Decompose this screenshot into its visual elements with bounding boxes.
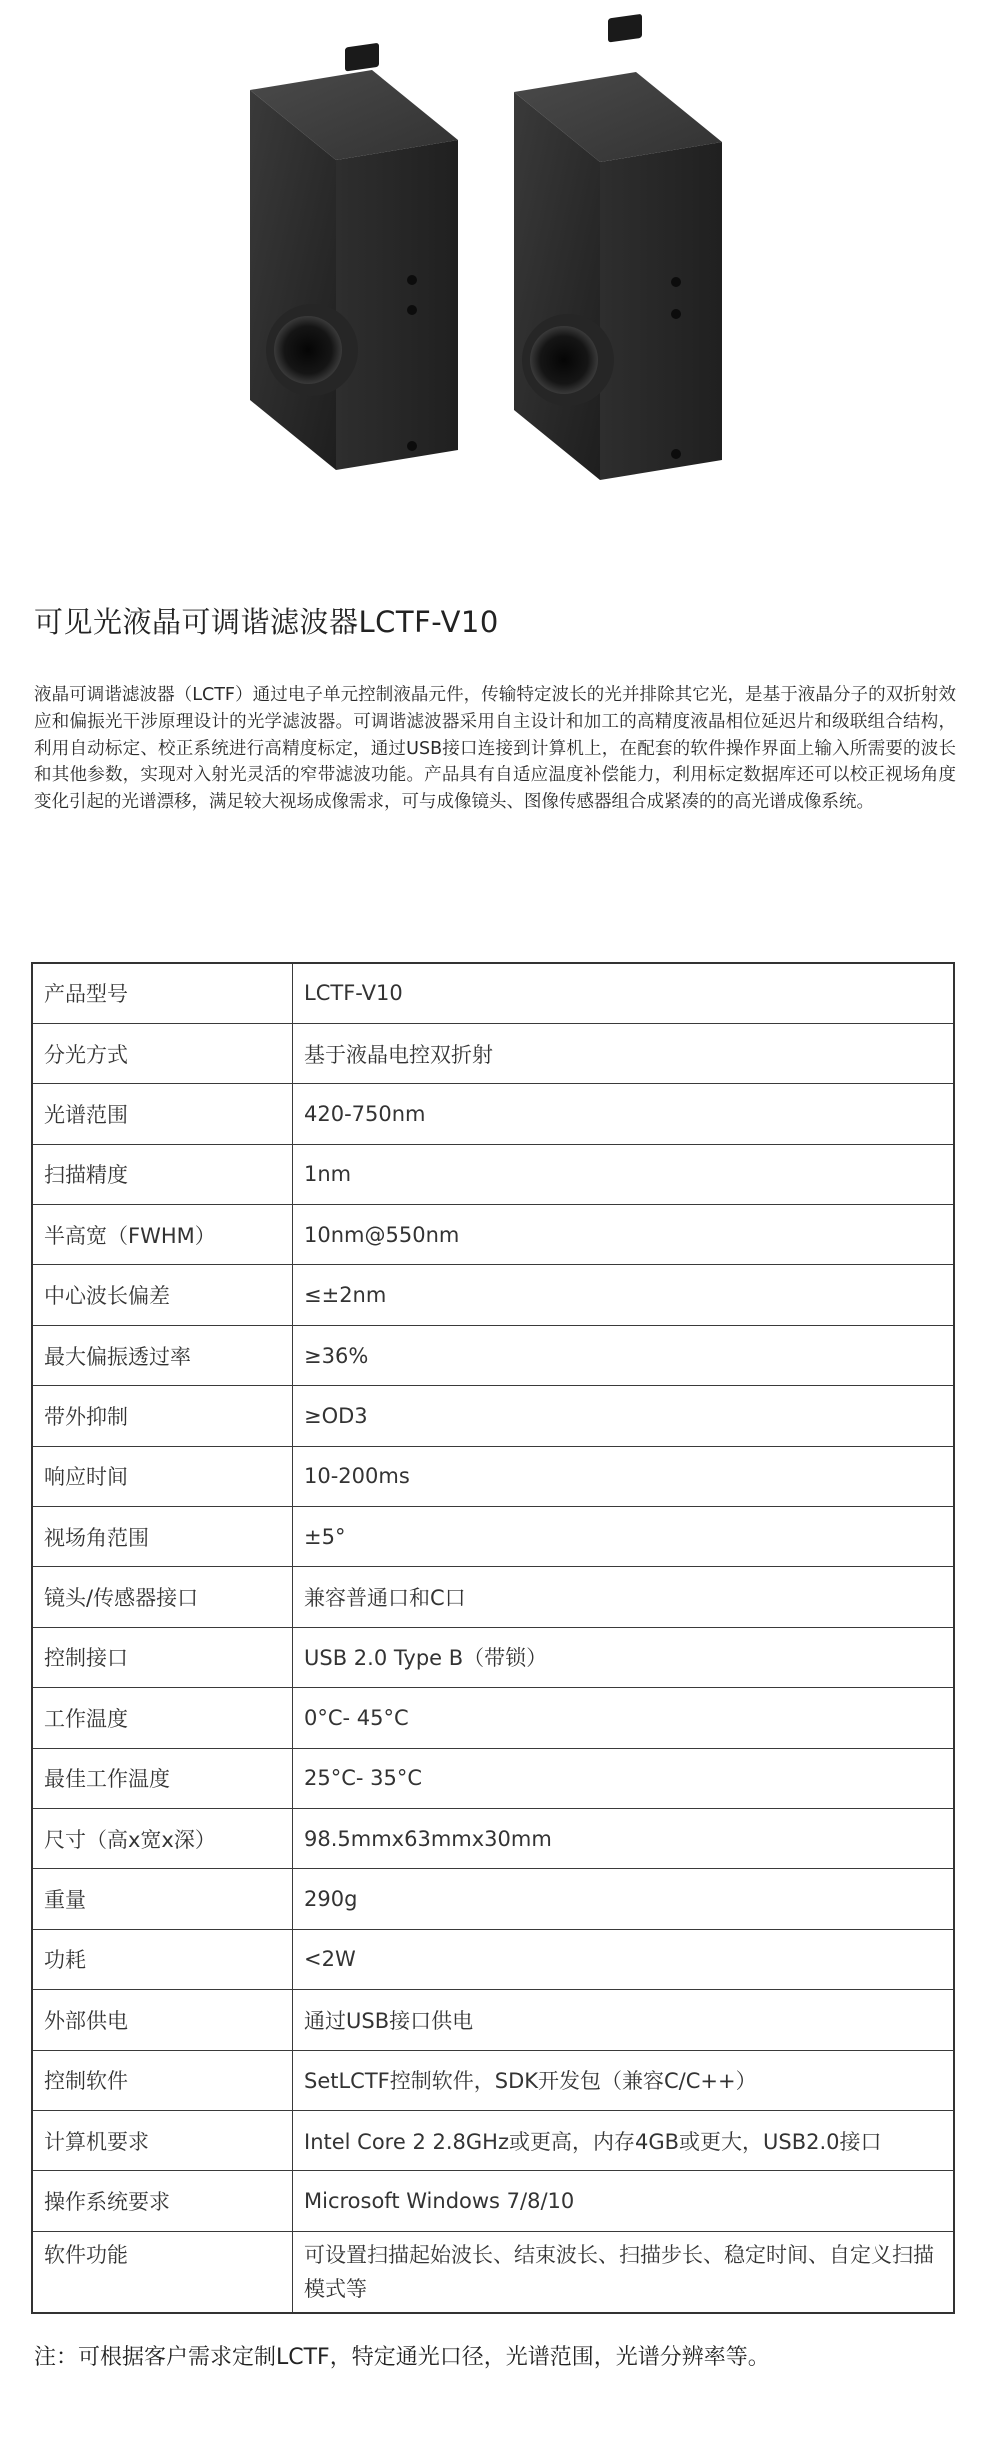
spec-value: 25°C- 35°C — [293, 1748, 955, 1808]
spec-key: 操作系统要求 — [32, 2171, 293, 2231]
table-row — [32, 1265, 954, 1325]
spec-key: 计算机要求 — [32, 2110, 293, 2170]
spec-value: Intel Core 2 2.8GHz或更高，内存4GB或更大，USB2.0接口 — [293, 2110, 955, 2170]
table-row — [32, 1084, 954, 1144]
table-row — [32, 2231, 954, 2313]
table-row — [32, 2050, 954, 2110]
spec-value: LCTF-V10 — [293, 963, 955, 1023]
spec-key: 重量 — [32, 1869, 293, 1929]
spec-key: 控制接口 — [32, 1627, 293, 1687]
table-row — [32, 1929, 954, 1989]
table-row — [32, 1023, 954, 1083]
table-row — [32, 1808, 954, 1868]
spec-key: 光谱范围 — [32, 1084, 293, 1144]
spec-key: 控制软件 — [32, 2050, 293, 2110]
spec-key: 外部供电 — [32, 1990, 293, 2050]
spec-key: 分光方式 — [32, 1023, 293, 1083]
spec-value: 基于液晶电控双折射 — [293, 1023, 955, 1083]
spec-key: 尺寸（高x宽x深） — [32, 1808, 293, 1868]
table-row — [32, 2171, 954, 2231]
lctf-device-illustration — [0, 0, 986, 560]
spec-key: 软件功能 — [32, 2231, 293, 2313]
table-row — [32, 1325, 954, 1385]
spec-key: 最佳工作温度 — [32, 1748, 293, 1808]
spec-value: 通过USB接口供电 — [293, 1990, 955, 2050]
spec-value: 98.5mmx63mmx30mm — [293, 1808, 955, 1868]
spec-value: ≥OD3 — [293, 1386, 955, 1446]
spec-value: <2W — [293, 1929, 955, 1989]
spec-key: 带外抑制 — [32, 1386, 293, 1446]
customization-note: 注：可根据客户需求定制LCTF，特定通光口径，光谱范围，光谱分辨率等。 — [34, 2345, 770, 2370]
spec-value: 290g — [293, 1869, 955, 1929]
spec-value: 0°C- 45°C — [293, 1688, 955, 1748]
table-row — [32, 1869, 954, 1929]
spec-value: 10-200ms — [293, 1446, 955, 1506]
spec-key: 最大偏振透过率 — [32, 1325, 293, 1385]
spec-table — [31, 962, 955, 2314]
spec-key: 视场角范围 — [32, 1507, 293, 1567]
spec-value: 1nm — [293, 1144, 955, 1204]
table-row — [32, 1144, 954, 1204]
spec-value: USB 2.0 Type B（带锁） — [293, 1627, 955, 1687]
table-row — [32, 1688, 954, 1748]
product-description: 液晶可调谐滤波器（LCTF）通过电子单元控制液晶元件，传输特定波长的光并排除其它光，是基于液晶分子的双折射效应和偏振光干涉原理设计的光学滤波器。可调谐滤波器采用自主设计和加工的高精度液晶相位延迟片和级联组合结构，利用自动标定、校正系统进行高精度标定，通过USB接口连接到计算机上，在配套的软件操作界面上输入所需要的波长和其他参数，实现对入射光灵活的窄带滤波功能。产品具有自适应温度补偿能力，利用标定数据库还可以校正视场角度变化引起的光谱漂移，满足较大视场成像需求，可与成像镜头、图像传感器组合成紧凑的的高光谱成像系统。 — [34, 685, 956, 813]
table-row — [32, 1990, 954, 2050]
spec-value: ±5° — [293, 1507, 955, 1567]
product-title: 可见光液晶可调谐滤波器LCTF-V10 — [34, 605, 499, 639]
table-row — [32, 2110, 954, 2170]
table-row — [32, 1386, 954, 1446]
spec-key: 功耗 — [32, 1929, 293, 1989]
table-row — [32, 1748, 954, 1808]
spec-key: 扫描精度 — [32, 1144, 293, 1204]
table-row — [32, 1567, 954, 1627]
table-row — [32, 1507, 954, 1567]
spec-key: 产品型号 — [32, 963, 293, 1023]
product-image — [0, 0, 986, 560]
table-row — [32, 1205, 954, 1265]
spec-value: 兼容普通口和C口 — [293, 1567, 955, 1627]
spec-key: 响应时间 — [32, 1446, 293, 1506]
spec-value: Microsoft Windows 7/8/10 — [293, 2171, 955, 2231]
table-row — [32, 1446, 954, 1506]
spec-value: SetLCTF控制软件，SDK开发包（兼容C/C++） — [293, 2050, 955, 2110]
spec-key: 半高宽（FWHM） — [32, 1205, 293, 1265]
spec-key: 工作温度 — [32, 1688, 293, 1748]
table-row — [32, 1627, 954, 1687]
spec-value: ≤±2nm — [293, 1265, 955, 1325]
spec-value: 10nm@550nm — [293, 1205, 955, 1265]
device-left — [250, 43, 458, 470]
table-row — [32, 963, 954, 1023]
spec-value: 可设置扫描起始波长、结束波长、扫描步长、稳定时间、自定义扫描模式等 — [293, 2231, 955, 2313]
device-right — [514, 14, 722, 480]
spec-key: 镜头/传感器接口 — [32, 1567, 293, 1627]
spec-value: 420-750nm — [293, 1084, 955, 1144]
spec-key: 中心波长偏差 — [32, 1265, 293, 1325]
spec-value: ≥36% — [293, 1325, 955, 1385]
